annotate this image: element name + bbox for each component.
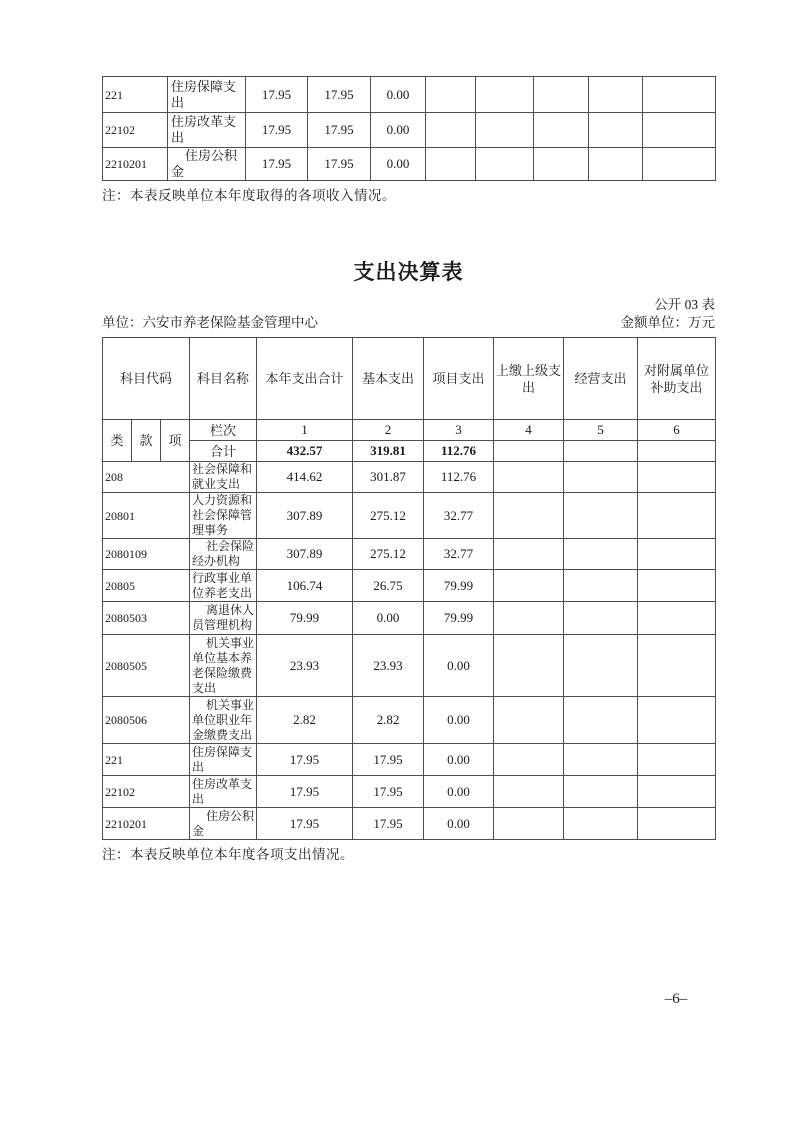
header-column: 基本支出 bbox=[353, 338, 424, 420]
name-cell: 住房公积金 bbox=[168, 148, 246, 181]
value-cell: 17.95 bbox=[353, 808, 424, 840]
value-cell bbox=[564, 744, 638, 776]
value-cell bbox=[638, 602, 716, 635]
value-cell bbox=[589, 148, 643, 181]
value-cell: 17.95 bbox=[246, 148, 308, 181]
header-column: 本年支出合计 bbox=[257, 338, 353, 420]
table-row bbox=[103, 697, 716, 744]
value-cell: 79.99 bbox=[424, 570, 494, 602]
code-cell: 2080505 bbox=[103, 635, 190, 697]
value-cell bbox=[476, 113, 534, 148]
value-cell bbox=[494, 602, 564, 635]
value-cell: 17.95 bbox=[353, 776, 424, 808]
table-row bbox=[103, 493, 716, 539]
column-number: 3 bbox=[424, 420, 494, 441]
value-cell: 275.12 bbox=[353, 539, 424, 570]
header-column: 对附属单位补助支出 bbox=[638, 338, 716, 420]
name-cell: 住房保障支出 bbox=[168, 77, 246, 113]
name-cell: 住房保障支出 bbox=[190, 744, 257, 776]
value-cell: 79.99 bbox=[424, 602, 494, 635]
value-cell bbox=[564, 776, 638, 808]
header-code-label: 科目代码 bbox=[103, 338, 190, 420]
total-value-cell bbox=[564, 441, 638, 462]
code-cell: 2080109 bbox=[103, 539, 190, 570]
amount-unit-label: 金额单位：万元 bbox=[620, 315, 715, 330]
table-row bbox=[103, 744, 716, 776]
value-cell: 17.95 bbox=[246, 77, 308, 113]
total-value-cell: 319.81 bbox=[353, 441, 424, 462]
value-cell: 23.93 bbox=[353, 635, 424, 697]
value-cell: 17.95 bbox=[257, 808, 353, 840]
value-cell bbox=[638, 697, 716, 744]
value-cell: 17.95 bbox=[257, 744, 353, 776]
table-row bbox=[103, 635, 716, 697]
header-sub-label: 类 bbox=[103, 420, 132, 462]
table-row bbox=[103, 776, 716, 808]
header-column: 项目支出 bbox=[424, 338, 494, 420]
value-cell: 0.00 bbox=[371, 113, 426, 148]
value-cell bbox=[494, 462, 564, 493]
value-cell bbox=[638, 462, 716, 493]
total-value-cell bbox=[494, 441, 564, 462]
table-row bbox=[103, 148, 716, 181]
value-cell: 0.00 bbox=[371, 148, 426, 181]
table-row bbox=[103, 602, 716, 635]
value-cell bbox=[564, 493, 638, 539]
value-cell: 0.00 bbox=[424, 808, 494, 840]
value-cell bbox=[534, 148, 589, 181]
code-cell: 208 bbox=[103, 462, 190, 493]
value-cell bbox=[476, 148, 534, 181]
name-cell: 住房公积金 bbox=[190, 808, 257, 840]
code-cell: 20805 bbox=[103, 570, 190, 602]
value-cell bbox=[426, 77, 476, 113]
table-row bbox=[103, 539, 716, 570]
value-cell: 301.87 bbox=[353, 462, 424, 493]
value-cell bbox=[638, 776, 716, 808]
name-cell: 人力资源和社会保障管理事务 bbox=[190, 493, 257, 539]
value-cell: 32.77 bbox=[424, 493, 494, 539]
value-cell: 32.77 bbox=[424, 539, 494, 570]
code-cell: 22102 bbox=[103, 776, 190, 808]
column-number: 4 bbox=[494, 420, 564, 441]
code-cell: 2080506 bbox=[103, 697, 190, 744]
name-cell: 住房改革支出 bbox=[168, 113, 246, 148]
public-table-label: 公开 03 表 bbox=[654, 297, 715, 312]
value-cell: 17.95 bbox=[308, 77, 371, 113]
name-cell: 住房改革支出 bbox=[190, 776, 257, 808]
value-cell bbox=[494, 493, 564, 539]
value-cell: 307.89 bbox=[257, 539, 353, 570]
value-cell: 0.00 bbox=[424, 635, 494, 697]
code-cell: 22102 bbox=[103, 113, 168, 148]
value-cell: 0.00 bbox=[353, 602, 424, 635]
name-cell: 行政事业单位养老支出 bbox=[190, 570, 257, 602]
column-number: 5 bbox=[564, 420, 638, 441]
value-cell bbox=[564, 570, 638, 602]
value-cell bbox=[643, 148, 716, 181]
value-cell bbox=[564, 462, 638, 493]
table-row bbox=[103, 570, 716, 602]
value-cell bbox=[564, 635, 638, 697]
column-number: 6 bbox=[638, 420, 716, 441]
expense-total-row bbox=[103, 441, 716, 462]
value-cell: 17.95 bbox=[257, 776, 353, 808]
value-cell bbox=[638, 539, 716, 570]
code-cell: 221 bbox=[103, 744, 190, 776]
value-cell bbox=[564, 808, 638, 840]
value-cell bbox=[589, 113, 643, 148]
name-cell: 机关事业单位基本养老保险缴费支出 bbox=[190, 635, 257, 697]
header-column: 经营支出 bbox=[564, 338, 638, 420]
value-cell: 0.00 bbox=[424, 776, 494, 808]
value-cell bbox=[643, 77, 716, 113]
value-cell bbox=[564, 602, 638, 635]
value-cell bbox=[494, 539, 564, 570]
column-number: 1 bbox=[257, 420, 353, 441]
value-cell: 414.62 bbox=[257, 462, 353, 493]
value-cell bbox=[564, 697, 638, 744]
expense-header-row bbox=[103, 338, 716, 420]
value-cell bbox=[564, 539, 638, 570]
header-sub-label: 项 bbox=[161, 420, 190, 462]
total-value-cell: 112.76 bbox=[424, 441, 494, 462]
value-cell bbox=[494, 570, 564, 602]
value-cell bbox=[638, 493, 716, 539]
table-row bbox=[103, 77, 716, 113]
code-cell: 2080503 bbox=[103, 602, 190, 635]
value-cell bbox=[638, 570, 716, 602]
name-cell: 离退休人员管理机构 bbox=[190, 602, 257, 635]
value-cell: 275.12 bbox=[353, 493, 424, 539]
code-cell: 2210201 bbox=[103, 148, 168, 181]
page-number: –6– bbox=[664, 991, 688, 1007]
header-column: 上缴上级支出 bbox=[494, 338, 564, 420]
value-cell: 2.82 bbox=[353, 697, 424, 744]
value-cell: 307.89 bbox=[257, 493, 353, 539]
value-cell bbox=[638, 635, 716, 697]
value-cell bbox=[494, 697, 564, 744]
value-cell bbox=[534, 77, 589, 113]
total-label: 合计 bbox=[190, 441, 257, 462]
value-cell: 17.95 bbox=[308, 113, 371, 148]
table-meta-row bbox=[102, 311, 715, 331]
table-row bbox=[103, 808, 716, 840]
value-cell: 17.95 bbox=[308, 148, 371, 181]
value-cell: 17.95 bbox=[246, 113, 308, 148]
unit-label: 单位：六安市养老保险基金管理中心 bbox=[102, 315, 318, 330]
expense-table bbox=[102, 337, 716, 840]
value-cell: 17.95 bbox=[353, 744, 424, 776]
name-cell: 社会保险经办机构 bbox=[190, 539, 257, 570]
value-cell bbox=[426, 113, 476, 148]
total-value-cell bbox=[638, 441, 716, 462]
total-value-cell: 432.57 bbox=[257, 441, 353, 462]
table-row bbox=[103, 113, 716, 148]
value-cell bbox=[638, 808, 716, 840]
value-cell: 0.00 bbox=[424, 697, 494, 744]
value-cell bbox=[534, 113, 589, 148]
value-cell: 2.82 bbox=[257, 697, 353, 744]
header-name-label: 科目名称 bbox=[190, 338, 257, 420]
value-cell bbox=[589, 77, 643, 113]
value-cell bbox=[426, 148, 476, 181]
value-cell bbox=[476, 77, 534, 113]
value-cell: 106.74 bbox=[257, 570, 353, 602]
value-cell bbox=[638, 744, 716, 776]
value-cell bbox=[494, 808, 564, 840]
value-cell: 79.99 bbox=[257, 602, 353, 635]
value-cell bbox=[494, 744, 564, 776]
income-table-fragment bbox=[102, 76, 716, 181]
code-cell: 2210201 bbox=[103, 808, 190, 840]
value-cell: 112.76 bbox=[424, 462, 494, 493]
value-cell bbox=[643, 113, 716, 148]
code-cell: 20801 bbox=[103, 493, 190, 539]
value-cell: 0.00 bbox=[424, 744, 494, 776]
row-index-label: 栏次 bbox=[190, 420, 257, 441]
header-sub-label: 款 bbox=[132, 420, 161, 462]
table-row bbox=[103, 462, 716, 493]
name-cell: 社会保障和就业支出 bbox=[190, 462, 257, 493]
value-cell: 0.00 bbox=[371, 77, 426, 113]
value-cell: 26.75 bbox=[353, 570, 424, 602]
value-cell: 23.93 bbox=[257, 635, 353, 697]
value-cell bbox=[494, 635, 564, 697]
expense-table-note: 注：本表反映单位本年度各项支出情况。 bbox=[102, 847, 354, 862]
value-cell bbox=[494, 776, 564, 808]
column-number: 2 bbox=[353, 420, 424, 441]
expense-subheader-row bbox=[103, 420, 716, 441]
name-cell: 机关事业单位职业年金缴费支出 bbox=[190, 697, 257, 744]
income-table-note: 注：本表反映单位本年度取得的各项收入情况。 bbox=[102, 188, 396, 203]
code-cell: 221 bbox=[103, 77, 168, 113]
page-title: 支出决算表 bbox=[353, 261, 464, 284]
